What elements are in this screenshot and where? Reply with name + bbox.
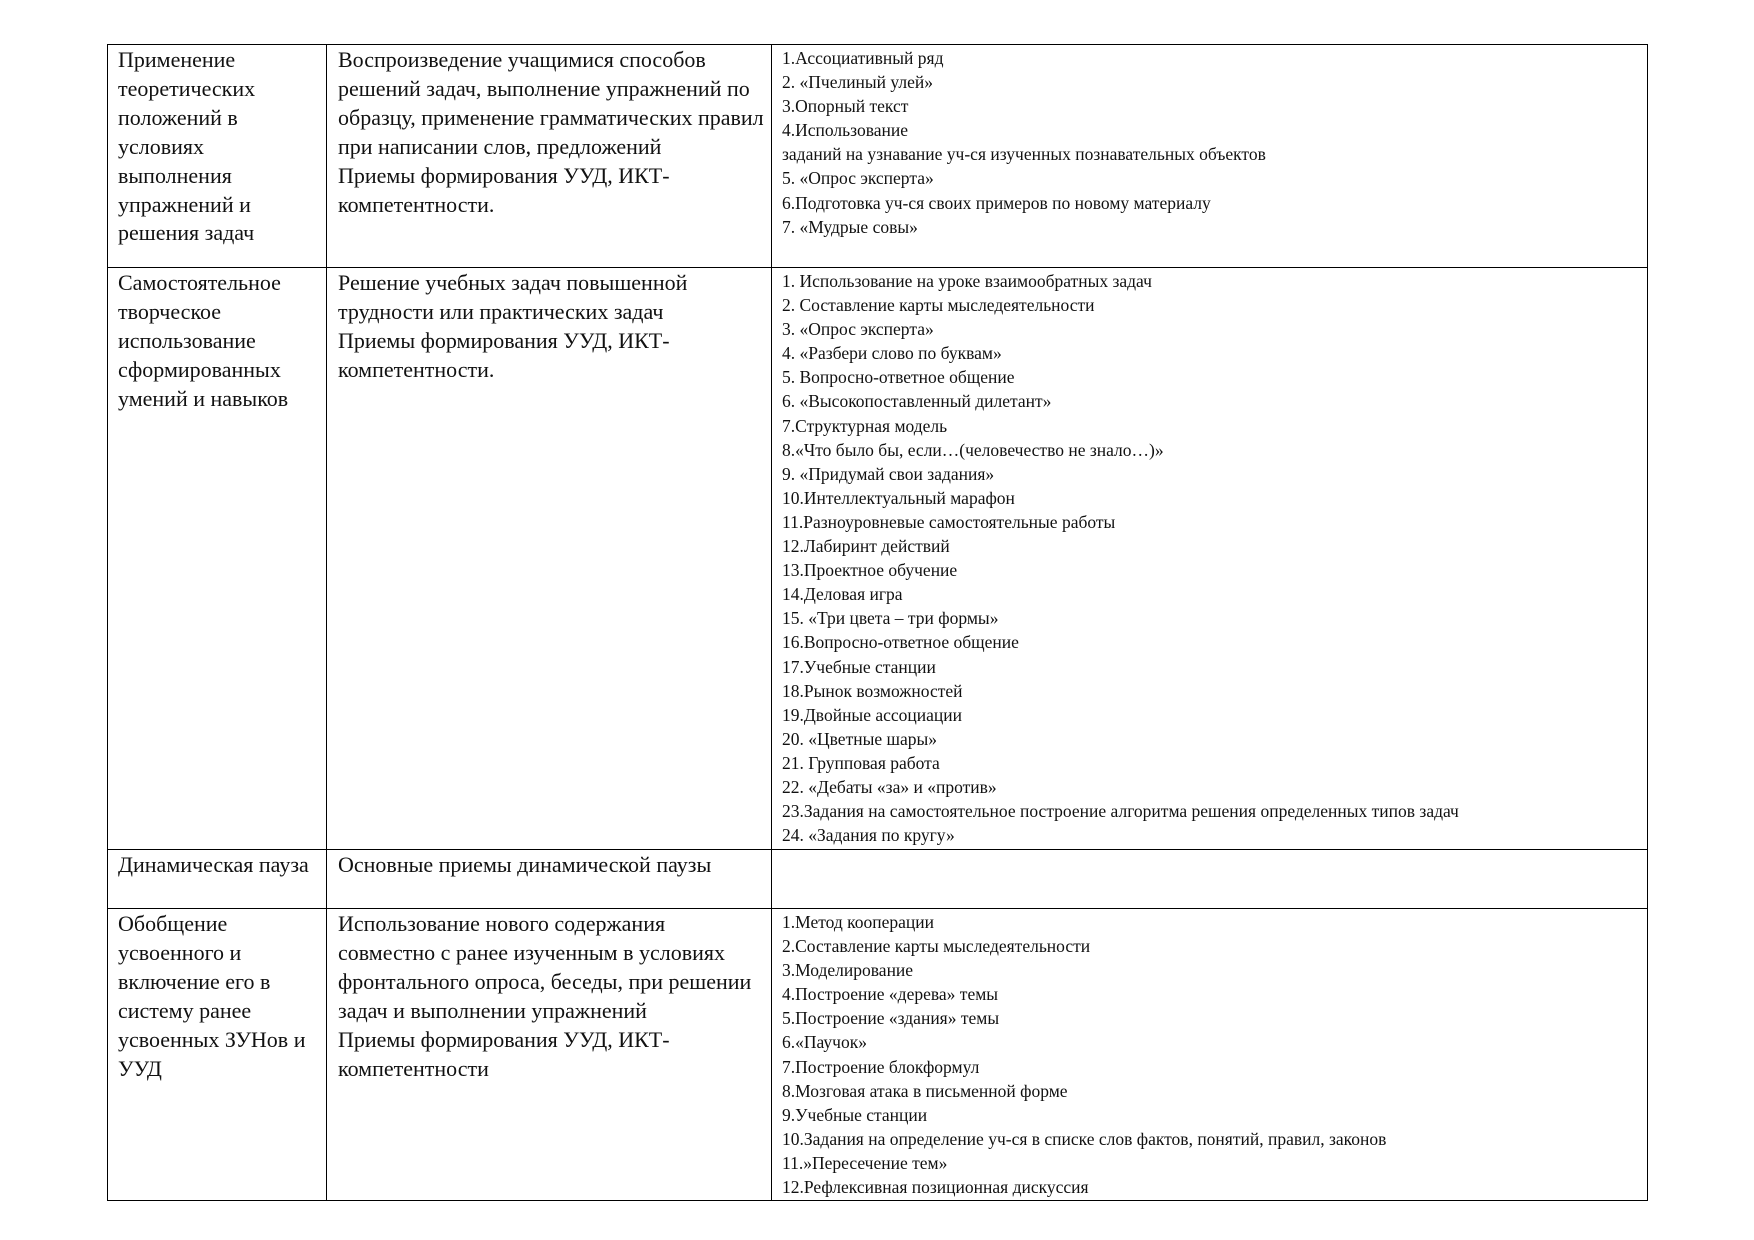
technique-item: 9.Учебные станции <box>782 1104 928 1125</box>
technique-item: 9. «Придумай свои задания» <box>782 463 995 484</box>
technique-item: 4.Использование <box>782 120 908 141</box>
technique-item: 2.Составление карты мыследеятельности <box>782 936 1091 957</box>
technique-item: 7.Построение блокформул <box>782 1056 980 1077</box>
content-line: Приемы формирования УУД, ИКТ-компетентности. <box>338 162 670 217</box>
technique-item: 20. «Цветные шары» <box>782 728 937 749</box>
technique-item: 8.Мозговая атака в письменной форме <box>782 1080 1068 1101</box>
technique-item: 17.Учебные станции <box>782 656 936 677</box>
techniques-cell <box>772 909 1648 1201</box>
content-line: Решение учебных задач повышенной трудности или практических задач <box>338 270 693 324</box>
technique-item: 13.Проектное обучение <box>782 560 958 581</box>
table-row <box>108 850 1648 909</box>
technique-item: 10.Интеллектуальный марафон <box>782 487 1015 508</box>
content-cell <box>327 45 772 268</box>
technique-item: 21. Групповая работа <box>782 752 940 773</box>
technique-item: 3.Моделирование <box>782 960 914 981</box>
technique-item: 6. «Высокопоставленный дилетант» <box>782 391 1052 412</box>
technique-item: 5.Построение «здания» темы <box>782 1008 1000 1029</box>
technique-item: 10.Задания на определение уч-ся в списке слов фактов, понятий, правил, законов <box>782 1128 1387 1149</box>
content-line: Приемы формирования УУД, ИКТ-компетентности. <box>338 327 670 382</box>
technique-item: 2. Составление карты мыследеятельности <box>782 295 1095 316</box>
technique-item: 1.Метод кооперации <box>782 912 935 932</box>
technique-item: 1. Использование на уроке взаимообратных задач <box>782 271 1152 291</box>
technique-item: 11.Разноуровневые самостоятельные работы <box>782 511 1116 532</box>
table-row <box>108 45 1648 268</box>
technique-item: 12.Рефлексивная позиционная дискуссия <box>782 1177 1089 1198</box>
technique-item: 8.«Что было бы, если…(человечество не знало…)» <box>782 439 1164 460</box>
technique-item: 24. «Задания по кругу» <box>782 825 955 846</box>
content-line: Приемы формирования УУД, ИКТ-компетентности <box>338 1026 670 1081</box>
technique-item: заданий на узнавание уч-ся изученных познавательных объектов <box>782 144 1266 165</box>
content-cell <box>327 268 772 850</box>
lesson-stages-table <box>107 44 1648 1201</box>
technique-item: 22. «Дебаты «за» и «против» <box>782 776 997 797</box>
techniques-cell <box>772 268 1648 850</box>
technique-item: 5. «Опрос эксперта» <box>782 168 934 189</box>
technique-item: 2. «Пчелиный улей» <box>782 72 934 93</box>
technique-item: 7. «Мудрые совы» <box>782 216 918 237</box>
stage-cell: Динамическая пауза <box>108 850 327 909</box>
technique-item: 1.Ассоциативный ряд <box>782 48 944 68</box>
techniques-cell <box>772 45 1648 268</box>
stage-cell: Обобщение усвоенного и включение его в систему ранее усвоенных ЗУНов и УУД <box>108 909 327 1201</box>
technique-item: 7.Структурная модель <box>782 415 948 436</box>
technique-item: 6.Подготовка уч-ся своих примеров по новому материалу <box>782 192 1211 213</box>
content-cell <box>327 850 772 909</box>
table-row <box>108 268 1648 850</box>
technique-item: 3.Опорный текст <box>782 96 909 117</box>
table-row <box>108 909 1648 1201</box>
technique-item: 19.Двойные ассоциации <box>782 704 962 725</box>
technique-item: 4.Построение «дерева» темы <box>782 984 999 1005</box>
content-cell <box>327 909 772 1201</box>
technique-item: 12.Лабиринт действий <box>782 536 950 557</box>
technique-item: 3. «Опрос эксперта» <box>782 319 934 340</box>
content-line: Основные приемы динамической паузы <box>338 852 712 877</box>
stage-cell: Применение теоретических положений в условиях выполнения упражнений и решения задач <box>108 45 327 268</box>
technique-item: 11.»Пересечение тем» <box>782 1152 948 1173</box>
technique-item: 14.Деловая игра <box>782 584 903 605</box>
content-line: Использование нового содержания совместно с ранее изученным в условиях фронтального опроса, беседы, при решении задач и выполнении упражнений <box>338 911 757 1023</box>
stage-cell: Самостоятельное творческое использование сформированных умений и навыков <box>108 268 327 850</box>
technique-item: 18.Рынок возможностей <box>782 680 963 701</box>
techniques-cell <box>772 850 1648 909</box>
technique-item: 5. Вопросно-ответное общение <box>782 367 1015 388</box>
technique-item: 6.«Паучок» <box>782 1032 867 1053</box>
technique-item: 4. «Разбери слово по буквам» <box>782 343 1002 364</box>
technique-item: 23.Задания на самостоятельное построение алгоритма решения определенных типов задач <box>782 801 1459 822</box>
technique-item: 15. «Три цвета – три формы» <box>782 608 999 629</box>
content-line: Воспроизведение учащимися способов решений задач, выполнение упражнений по образцу, применение грамматических правил при написании слов, предложений <box>338 47 770 159</box>
technique-item: 16.Вопросно-ответное общение <box>782 632 1019 653</box>
table-body <box>108 45 1648 1201</box>
